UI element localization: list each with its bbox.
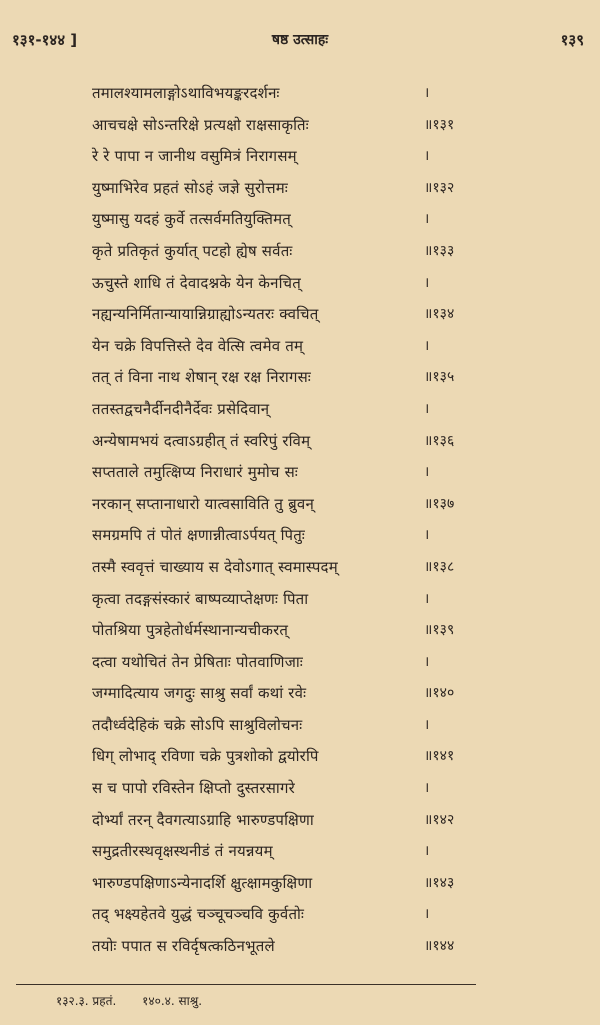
verse-text: कृते प्रतिकृतं कुर्यात् पटहो ह्येष सर्वतः bbox=[92, 241, 293, 260]
verse-line bbox=[92, 741, 504, 773]
verse-line bbox=[92, 489, 504, 521]
verse-number: ॥१३८ bbox=[424, 558, 455, 575]
verse-line bbox=[92, 204, 504, 236]
verse-number: ॥१४१ bbox=[424, 748, 455, 765]
verse-text: युष्माभिरेव प्रहतं सोऽहं जज्ञे सुरोत्तमः bbox=[92, 178, 288, 197]
verse-line bbox=[92, 615, 504, 647]
verse-line bbox=[92, 457, 504, 489]
verse-line bbox=[92, 836, 504, 868]
verse-number: । bbox=[424, 337, 430, 354]
verse-text: तमालश्यामलाङ्गोऽथाविभयङ्करदर्शनः bbox=[92, 84, 280, 102]
verse-block bbox=[92, 78, 504, 963]
verse-number: ॥१४० bbox=[424, 685, 455, 702]
verse-text: तदौर्ध्वदेहिकं चक्रे सोऽपि साश्रुविलोचनः bbox=[92, 715, 303, 734]
verse-number: । bbox=[424, 716, 430, 733]
verse-line bbox=[92, 78, 504, 110]
verse-text: युष्मासु यदहं कुर्वे तत्सर्वमतियुक्तिमत् bbox=[92, 210, 292, 229]
verse-line bbox=[92, 331, 504, 363]
verse-text: तस्मै स्ववृत्तं चाख्याय स देवोऽगात् स्वमास्पदम् bbox=[92, 557, 338, 576]
verse-number: । bbox=[424, 527, 430, 544]
verse-line bbox=[92, 268, 504, 300]
verse-line bbox=[92, 299, 504, 331]
verse-line bbox=[92, 868, 504, 900]
verse-line bbox=[92, 394, 504, 426]
verse-line bbox=[92, 931, 504, 963]
verse-text: ततस्तद्वचनैर्दीनदीनैर्देवः प्रसेदिवान् bbox=[92, 399, 270, 418]
footnotes bbox=[56, 992, 224, 1009]
verse-line bbox=[92, 552, 504, 584]
verse-text: भारुण्डपक्षिणाऽन्येनादर्शि क्षुत्क्षामकुक्षिणा bbox=[92, 873, 313, 892]
verse-text: तद् भक्ष्यहेतवे युद्धं चञ्चूचञ्चवि कुर्वतोः bbox=[92, 905, 305, 924]
verse-number: ॥१३३ bbox=[424, 242, 455, 259]
verse-text: कृत्वा तदङ्गसंस्कारं बाष्पव्याप्तेक्षणः पिता bbox=[92, 589, 309, 608]
verse-number: ॥१४३ bbox=[424, 874, 455, 891]
verse-text: पोतश्रिया पुत्रहेतोर्धर्मस्थानान्यचीकरत् bbox=[92, 621, 289, 640]
verse-line bbox=[92, 173, 504, 205]
verse-text: ऊचुस्ते शाधि तं देवादश्नके येन केनचित् bbox=[92, 273, 301, 292]
verse-number: । bbox=[424, 464, 430, 481]
verse-line bbox=[92, 710, 504, 742]
verse-line bbox=[92, 110, 504, 142]
verse-number: । bbox=[424, 274, 430, 291]
verse-text: तयोः पपात स रविर्दृषत्कठिनभूतले bbox=[92, 937, 275, 956]
verse-number: । bbox=[424, 590, 430, 607]
verse-line bbox=[92, 520, 504, 552]
chapter-title: षष्ठ उत्साहः bbox=[271, 32, 329, 48]
verse-number: ॥१४२ bbox=[424, 811, 455, 828]
verse-text: रे रे पापा न जानीथ वसुमित्रं निरागसम् bbox=[92, 147, 297, 166]
verse-number: । bbox=[424, 653, 430, 670]
verse-number: ॥१३४ bbox=[424, 306, 455, 323]
verse-line bbox=[92, 678, 504, 710]
verse-text: दत्वा यथोचितं तेन प्रेषिताः पोतवाणिजाः bbox=[92, 652, 303, 671]
verse-text: येन चक्रे विपत्तिस्ते देव वेत्सि त्वमेव तम् bbox=[92, 336, 304, 355]
verse-number: । bbox=[424, 148, 430, 165]
verse-text: सप्तताले तमुत्क्षिप्य निराधारं मुमोच सः bbox=[92, 463, 298, 482]
verse-text: स च पापो रविस्तेन क्षिप्तो दुस्तरसागरे bbox=[92, 779, 295, 798]
verse-text: आचचक्षे सोऽन्तरिक्षे प्रत्यक्षो राक्षसाकृतिः bbox=[92, 115, 309, 134]
verse-line bbox=[92, 773, 504, 805]
verse-text: नह्यन्यनिर्मितान्यायान्निग्राह्योऽन्यतरः क्वचित् bbox=[92, 305, 319, 324]
verse-line bbox=[92, 899, 504, 931]
verse-line bbox=[92, 584, 504, 616]
footnote-1: १३२.३. प्रहतं. bbox=[56, 994, 117, 1008]
verse-text: जग्मादित्याय जगदुः साश्रु सर्वां कथां रवेः bbox=[92, 684, 307, 703]
verse-number: । bbox=[424, 780, 430, 797]
verse-number: । bbox=[424, 906, 430, 923]
page-number: १३९ bbox=[560, 31, 584, 49]
verse-text: समुद्रतीरस्थवृक्षस्थनीडं तं नयन्नयम् bbox=[92, 842, 273, 861]
verse-number: । bbox=[424, 211, 430, 228]
verse-number: । bbox=[424, 843, 430, 860]
verse-range: १३१-१४४ ] bbox=[12, 31, 78, 49]
verse-number: । bbox=[424, 400, 430, 417]
verse-text: समग्रमपि तं पोतं क्षणान्नीत्वाऽर्पयत् पितुः bbox=[92, 526, 306, 545]
verse-number: ॥१३७ bbox=[424, 495, 455, 512]
verse-line bbox=[92, 236, 504, 268]
verse-number: ॥१३१ bbox=[424, 116, 455, 133]
footnote-2: १४०.४. साश्रु. bbox=[142, 994, 203, 1008]
verse-number: ॥१३२ bbox=[424, 179, 455, 196]
verse-number: ॥१३६ bbox=[424, 432, 455, 449]
verse-text: अन्येषामभयं दत्वाऽग्रहीत् तं स्वरिपुं रविम् bbox=[92, 431, 311, 450]
verse-line bbox=[92, 362, 504, 394]
verse-number: ॥१३५ bbox=[424, 369, 455, 386]
verse-line bbox=[92, 426, 504, 458]
verse-number: ॥१३९ bbox=[424, 622, 455, 639]
verse-line bbox=[92, 647, 504, 679]
verse-text: नरकान् सप्तानाधारो यात्वसाविति तु ब्रुवन् bbox=[92, 494, 314, 513]
verse-line bbox=[92, 805, 504, 837]
verse-line bbox=[92, 141, 504, 173]
verse-text: तत् तं विना नाथ शेषान् रक्ष रक्ष निरागसः bbox=[92, 368, 311, 387]
verse-number: ॥१४४ bbox=[424, 938, 455, 955]
footnote-divider bbox=[16, 984, 476, 985]
verse-text: दोर्भ्यां तरन् दैवगत्याऽग्राहि भारुण्डपक्षिणा bbox=[92, 810, 314, 829]
page-header bbox=[0, 30, 600, 56]
verse-number: । bbox=[424, 85, 430, 101]
verse-text: धिग् लोभाद् रविणा चक्रे पुत्रशोको द्वयोरपि bbox=[92, 747, 319, 766]
